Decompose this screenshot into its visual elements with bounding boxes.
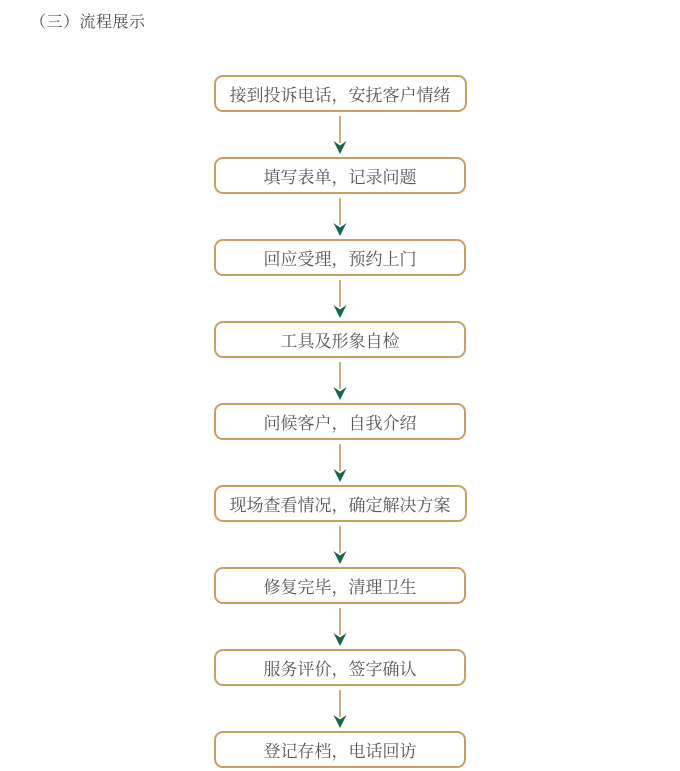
flow-step-8: 服务评价，签字确认	[214, 649, 466, 686]
down-arrow-icon	[332, 194, 348, 239]
down-arrow-icon	[332, 358, 348, 403]
flow-step-3: 回应受理，预约上门	[214, 239, 466, 276]
process-flowchart	[0, 75, 680, 768]
down-arrow-icon	[332, 604, 348, 649]
flow-step-2: 填写表单，记录问题	[214, 157, 466, 194]
down-arrow-icon	[332, 112, 348, 157]
down-arrow-icon	[332, 522, 348, 567]
down-arrow-icon	[332, 440, 348, 485]
flow-step-6: 现场查看情况，确定解决方案	[214, 485, 467, 522]
down-arrow-icon	[332, 276, 348, 321]
down-arrow-icon	[332, 686, 348, 731]
flow-step-4: 工具及形象自检	[214, 321, 466, 358]
flow-step-7: 修复完毕，清理卫生	[214, 567, 466, 604]
flow-step-1: 接到投诉电话，安抚客户情绪	[214, 75, 467, 112]
page-title: （三）流程展示	[30, 14, 146, 31]
flow-step-9: 登记存档，电话回访	[214, 731, 466, 768]
flow-step-5: 问候客户，自我介绍	[214, 403, 466, 440]
